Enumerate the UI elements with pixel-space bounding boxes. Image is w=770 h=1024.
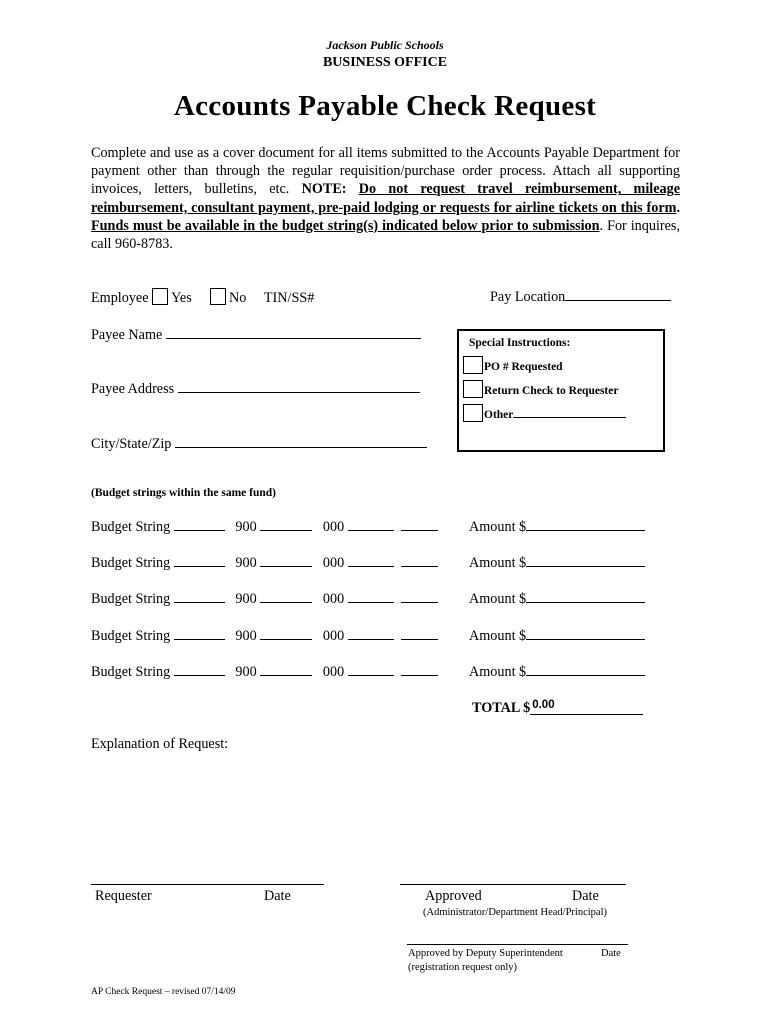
explanation-label: Explanation of Request: (91, 736, 229, 752)
budget-code-000: 000 (322, 664, 345, 680)
deputy-signature-line[interactable] (407, 944, 628, 945)
budget-row (91, 554, 438, 572)
employee-yes-label: Yes (171, 290, 192, 306)
special-instructions-box (457, 329, 665, 452)
instructions-text: Complete and use as a cover document for all items submitted to the Accounts Payable Department for payment other than through the regular requisition/purchase order process. Attach all supporting invoices, letters, bulletins, etc. (91, 145, 680, 198)
amount-field[interactable] (469, 663, 645, 681)
amount-line[interactable] (526, 518, 645, 531)
budget-line-a[interactable] (174, 518, 225, 531)
total-field[interactable] (472, 699, 643, 717)
budget-code-000: 000 (322, 591, 345, 607)
payee-name-label: Payee Name (91, 327, 163, 343)
page-title: Accounts Payable Check Request (173, 90, 597, 122)
budget-code-900: 900 (235, 664, 257, 680)
amount-line[interactable] (526, 554, 645, 567)
employee-yes-checkbox[interactable] (152, 288, 168, 305)
budget-code-900: 900 (235, 628, 257, 644)
pay-location-label: Pay Location (490, 289, 566, 305)
approved-date-label: Date (572, 888, 599, 904)
deputy-label: Approved by Deputy Superintendent (408, 948, 563, 959)
return-check-checkbox[interactable] (463, 380, 483, 398)
amount-field[interactable] (469, 590, 645, 608)
instructions-paragraph (91, 144, 680, 253)
approved-role: (Administrator/Department Head/Principal) (423, 907, 607, 918)
approved-label: Approved (425, 888, 482, 904)
city-state-zip-line[interactable] (175, 435, 427, 448)
total-line[interactable] (530, 699, 643, 715)
budget-line-b[interactable] (260, 590, 312, 603)
form-revision-footer: AP Check Request – revised 07/14/09 (91, 987, 236, 997)
budget-line-c[interactable] (348, 590, 394, 603)
amount-field[interactable] (469, 518, 645, 536)
amount-label: Amount $ (469, 628, 527, 644)
payee-address-field[interactable] (91, 380, 420, 398)
pay-location-field[interactable] (490, 288, 671, 306)
amount-field[interactable] (469, 627, 645, 645)
employee-row (91, 288, 314, 307)
budget-string-label: Budget String (91, 664, 171, 680)
office-name: BUSINESS OFFICE (322, 55, 448, 70)
po-requested-checkbox[interactable] (463, 356, 483, 374)
return-check-label: Return Check to Requester (484, 385, 619, 397)
budget-string-label: Budget String (91, 628, 171, 644)
other-line[interactable] (513, 407, 626, 418)
amount-label: Amount $ (469, 519, 527, 535)
budget-line-a[interactable] (174, 554, 225, 567)
budget-string-label: Budget String (91, 519, 171, 535)
budget-line-c[interactable] (348, 554, 394, 567)
note-period: . (676, 199, 680, 216)
payee-name-field[interactable] (91, 326, 421, 344)
budget-line-d[interactable] (401, 663, 438, 676)
budget-line-b[interactable] (260, 627, 312, 640)
budget-line-a[interactable] (174, 627, 225, 640)
budget-line-d[interactable] (401, 627, 438, 640)
approved-signature-line[interactable] (400, 884, 626, 885)
budget-line-b[interactable] (260, 518, 312, 531)
budget-string-label: Budget String (91, 591, 171, 607)
po-requested-label: PO # Requested (484, 361, 563, 373)
requester-signature-line[interactable] (91, 884, 324, 885)
return-check-option[interactable] (463, 380, 618, 398)
payee-address-line[interactable] (178, 380, 420, 393)
payee-address-label: Payee Address (91, 381, 175, 397)
budget-line-b[interactable] (260, 554, 312, 567)
deputy-date-label: Date (601, 948, 621, 959)
special-instructions-title: Special Instructions: (469, 337, 571, 349)
budget-string-label: Budget String (91, 555, 171, 571)
budget-row (91, 627, 438, 645)
budget-row (91, 590, 438, 608)
other-checkbox[interactable] (463, 404, 483, 422)
budget-line-c[interactable] (348, 627, 394, 640)
budget-line-c[interactable] (348, 518, 394, 531)
funds-notice: Funds must be available in the budget string(s) indicated below prior to submission (91, 217, 600, 234)
budget-line-d[interactable] (401, 554, 438, 567)
payee-name-line[interactable] (166, 326, 421, 339)
note-label: NOTE: (301, 181, 347, 198)
budget-line-b[interactable] (260, 663, 312, 676)
budget-code-000: 000 (322, 519, 345, 535)
city-state-zip-field[interactable] (91, 435, 427, 453)
amount-label: Amount $ (469, 591, 527, 607)
employee-label: Employee (91, 290, 149, 306)
budget-line-d[interactable] (401, 518, 438, 531)
budget-line-c[interactable] (348, 663, 394, 676)
requester-label: Requester (95, 888, 152, 904)
budget-line-a[interactable] (174, 590, 225, 603)
requester-date-label: Date (264, 888, 291, 904)
note-text: Do not request travel reimbursement, mileage reimbursement, consultant payment, pre-paid lodging or requests for airline tickets on this form (91, 181, 680, 216)
total-label: TOTAL $ (472, 700, 531, 716)
budget-code-900: 900 (235, 519, 257, 535)
amount-label: Amount $ (469, 555, 527, 571)
tin-label: TIN/SS# (263, 290, 315, 306)
pay-location-line[interactable] (565, 288, 671, 301)
city-state-zip-label: City/State/Zip (91, 436, 172, 452)
budget-note: (Budget strings within the same fund) (91, 487, 276, 499)
budget-line-d[interactable] (401, 590, 438, 603)
budget-line-a[interactable] (174, 663, 225, 676)
budget-row (91, 518, 438, 536)
amount-label: Amount $ (469, 664, 527, 680)
amount-field[interactable] (469, 554, 645, 572)
other-label: Other (484, 409, 514, 421)
amount-line[interactable] (526, 663, 645, 676)
employee-no-checkbox[interactable] (210, 288, 226, 305)
deputy-note: (registration request only) (408, 962, 518, 973)
budget-code-900: 900 (235, 591, 257, 607)
organization-name: Jackson Public Schools (326, 38, 444, 52)
amount-line[interactable] (526, 627, 645, 640)
budget-code-000: 000 (322, 628, 345, 644)
amount-line[interactable] (526, 590, 645, 603)
budget-row (91, 663, 438, 681)
total-value: 0.00 (532, 699, 555, 711)
employee-no-label: No (229, 290, 247, 306)
budget-code-000: 000 (322, 555, 345, 571)
other-option[interactable] (463, 404, 626, 422)
inquiries-text: . For inquires, call 960-8783. (91, 217, 680, 253)
po-requested-option[interactable] (463, 356, 563, 374)
budget-code-900: 900 (235, 555, 257, 571)
